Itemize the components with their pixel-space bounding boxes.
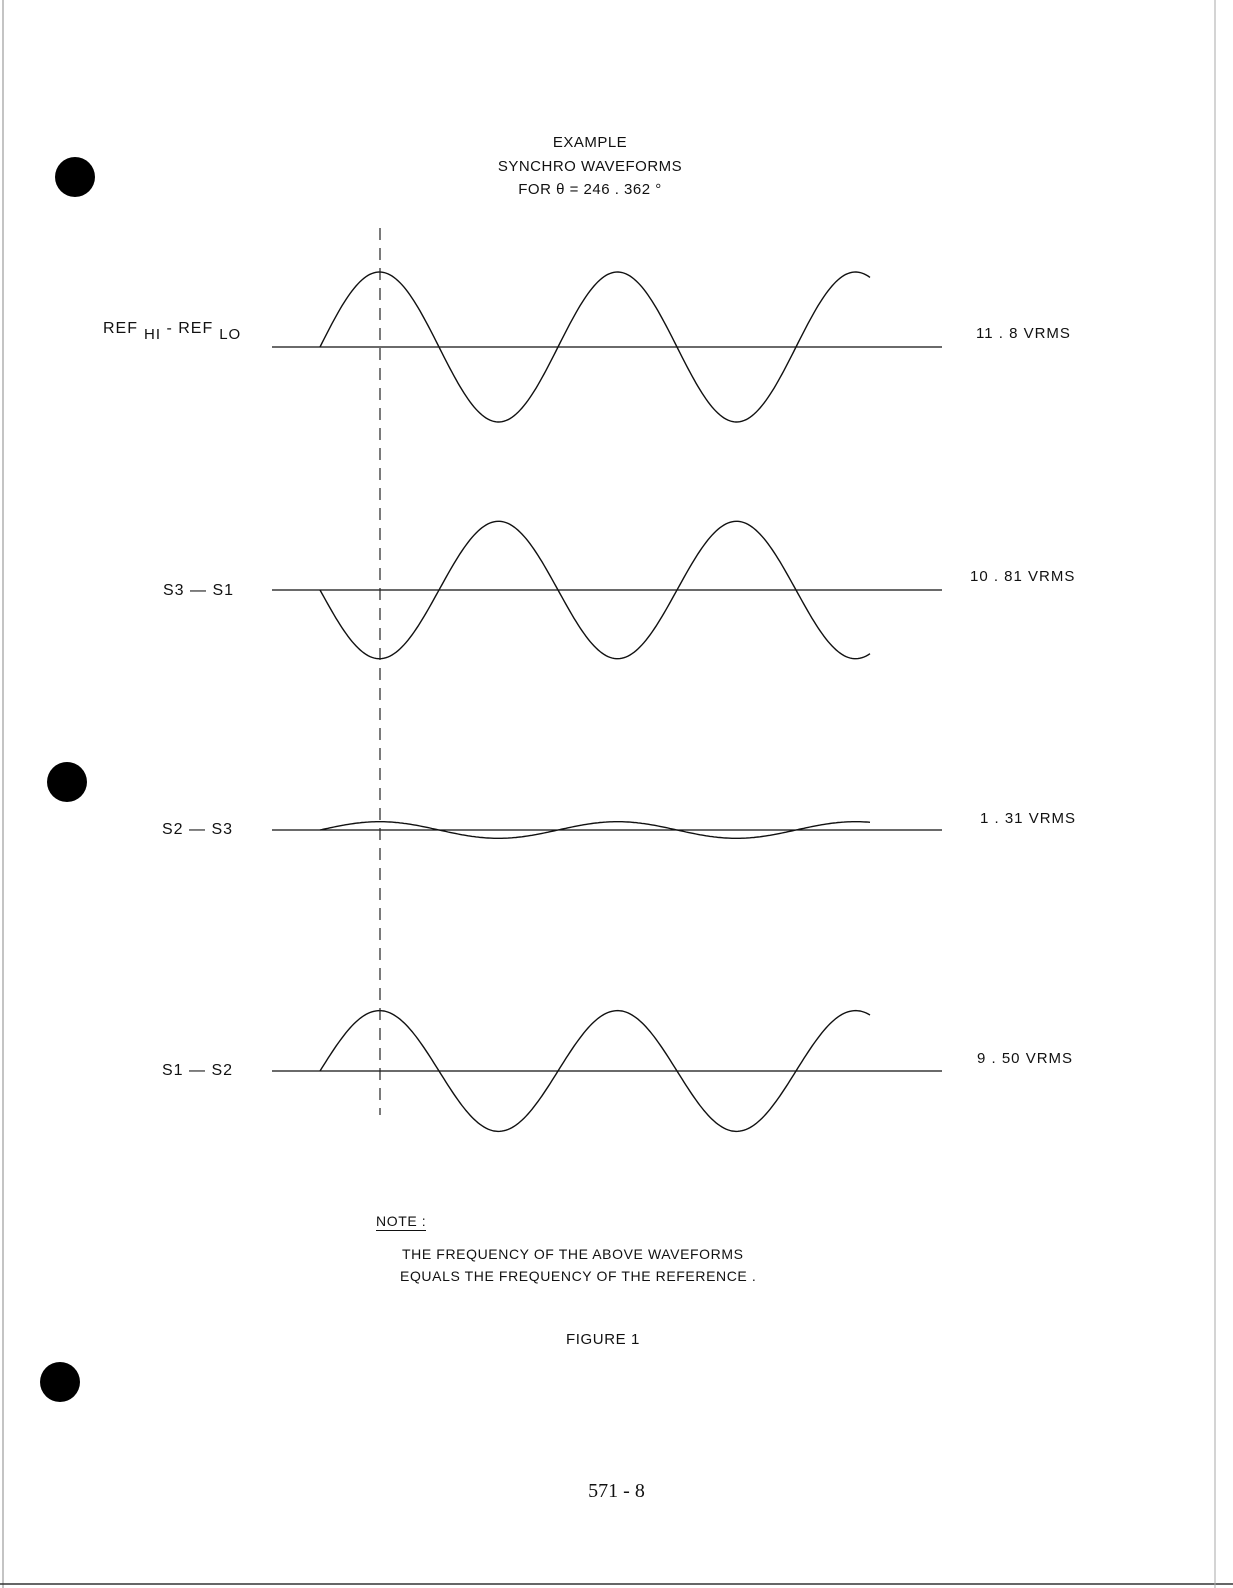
- title-theta-angle: FOR θ = 246 . 362 °: [518, 181, 662, 198]
- label-ref-hi-ref-lo: [103, 320, 242, 343]
- label-ref-main: REF: [103, 320, 138, 337]
- label-s3-s1: S3 — S1: [163, 582, 235, 599]
- note-line-2: EQUALS THE FREQUENCY OF THE REFERENCE .: [400, 1268, 757, 1284]
- label-s2-s3: S2 — S3: [162, 821, 234, 838]
- note-heading: NOTE :: [376, 1213, 427, 1229]
- label-ref-sub-hi: HI: [144, 326, 161, 343]
- title-example: EXAMPLE: [552, 134, 628, 151]
- label-ref-sub-lo: LO: [219, 326, 242, 343]
- page-number: 571 - 8: [588, 1480, 645, 1502]
- figure-label: FIGURE 1: [566, 1331, 640, 1348]
- note-line-1: THE FREQUENCY OF THE ABOVE WAVEFORMS: [402, 1246, 744, 1262]
- label-ref-mid: - REF: [161, 320, 214, 337]
- value-s2-s3-vrms: 1 . 31 VRMS: [980, 810, 1077, 827]
- waveform-curves: [320, 272, 870, 1131]
- waveform-axes: [272, 347, 942, 1071]
- value-s3-s1-vrms: 10 . 81 VRMS: [970, 568, 1076, 585]
- title-synchro-waveforms: SYNCHRO WAVEFORMS: [497, 158, 683, 175]
- label-s1-s2: S1 — S2: [162, 1062, 234, 1079]
- value-ref-vrms: 11 . 8 VRMS: [976, 325, 1071, 342]
- value-s1-s2-vrms: 9 . 50 VRMS: [977, 1050, 1074, 1067]
